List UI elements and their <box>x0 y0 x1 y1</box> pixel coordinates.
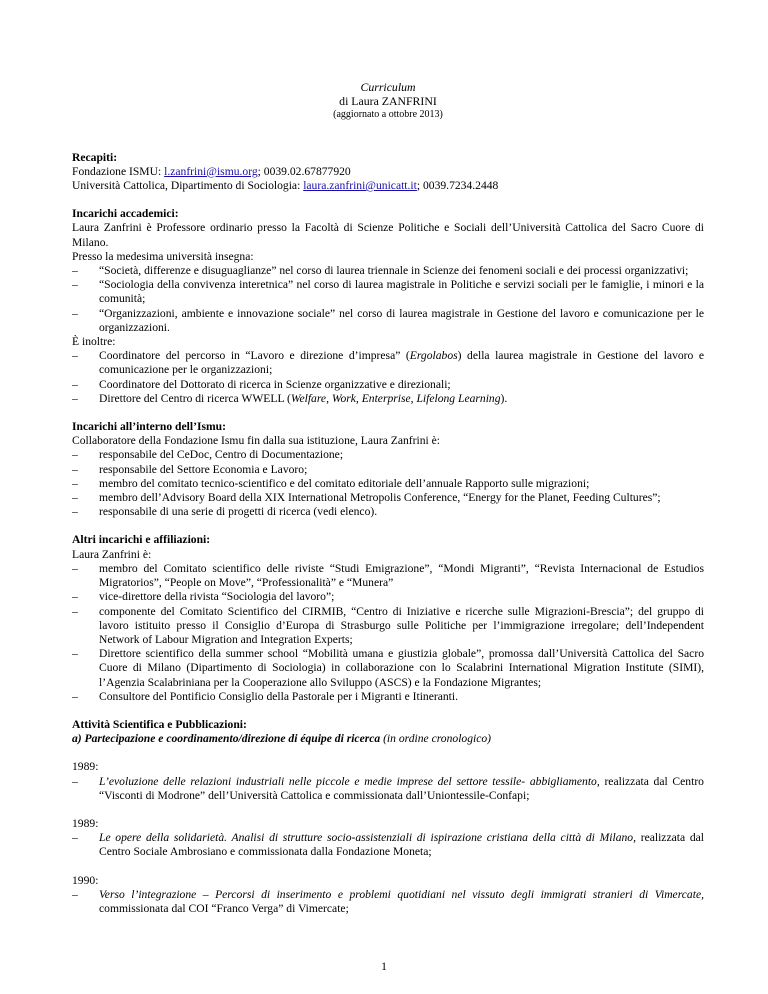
paragraph: Laura Zanfrini è Professore ordinario presso la Facoltà di Scienze Politiche e Sociali dell’Università Cattolica del Sacro Cuore di Milano. <box>72 221 704 249</box>
contact-label: Università Cattolica, Dipartimento di Sociologia: <box>72 179 304 193</box>
list-item: – responsabile del CeDoc, Centro di Documentazione; <box>72 448 344 462</box>
list-item: – responsabile del Settore Economia e Lavoro; <box>72 462 308 476</box>
contact-phone: ; 0039.02.67877920 <box>257 164 351 178</box>
section-heading: Attività Scientifica e Pubblicazioni: <box>72 717 247 731</box>
list-item: – componente del Comitato Scientifico del CIRMIB, “Centro di Iniziative e ricerche sulle Migrazioni-Brescia”; del gruppo di lavoro istituito presso il Consiglio d’Europa di Strasburgo sulle Politiche per l’immigrazione irregolare; dell’Independent Network of Labour Migration and Integration Experts; <box>72 604 704 646</box>
email-link-ismu[interactable]: l.zanfrini@ismu.org <box>164 164 258 178</box>
contact-phone: ; 0039.7234.2448 <box>416 179 499 193</box>
affiliation-list <box>72 562 704 704</box>
section-heading: Altri incarichi e affiliazioni: <box>72 533 211 547</box>
section-recapiti <box>72 151 704 194</box>
course-list <box>72 264 704 335</box>
paragraph: Presso la medesima università insegna: <box>72 249 254 263</box>
list-item: – “Società, differenze e disuguaglianze” nel corso di laurea triennale in Scienze dei fenomeni sociali e dei processi organizzativi; <box>72 264 689 278</box>
author-line: di Laura ZANFRINI <box>339 94 437 109</box>
document-page <box>72 80 704 916</box>
ismu-role-list <box>72 448 704 519</box>
updated-note: (aggiornato a ottobre 2013) <box>333 109 443 121</box>
research-entry <box>72 874 704 917</box>
list-item: – L’evoluzione delle relazioni industriali nelle piccole e medie imprese del settore tessile- abbigliamento, realizzata dal Centro “Visconti di Modrone” dell’Università Cattolica e commissionata dall’Uniontessile-Confapi; <box>72 774 704 802</box>
research-entry <box>72 817 704 860</box>
list-item: – Coordinatore del Dottorato di ricerca in Scienze organizzative e direzionali; <box>72 377 451 391</box>
list-item: – Coordinatore del percorso in “Lavoro e direzione d’impresa” (Ergolabos) della laurea magistrale in Gestione del lavoro e comunicazione per le organizzazioni; <box>72 349 704 377</box>
email-link-unicatt[interactable]: laura.zanfrini@unicatt.it <box>303 179 417 193</box>
list-item: – responsabile di una serie di progetti di ricerca (vedi elenco). <box>72 505 378 519</box>
list-item: – Verso l’integrazione – Percorsi di inserimento e problemi quotidiani nel vissuto degli immigrati stranieri di Vimercate, commissionata dal COI “Franco Verga” di Vimercate; <box>72 887 704 915</box>
section-altri-incarichi <box>72 533 704 703</box>
list-item: – Consultore del Pontificio Consiglio della Pastorale per i Migranti e Itineranti. <box>72 689 459 703</box>
document-title: Curriculum <box>360 80 416 94</box>
entry-year: 1990: <box>72 873 99 887</box>
contact-line-ismu <box>72 165 704 179</box>
page-number: 1 <box>381 960 387 973</box>
list-item: – Le opere della solidarietà. Analisi di strutture socio-assistenziali di ispirazione cristiana della città di Milano, realizzata dal Centro Sociale Ambrosiano e commissionata dalla Fondazione Moneta; <box>72 831 704 859</box>
paragraph: È inoltre: <box>72 335 116 349</box>
list-item: – membro dell’Advisory Board della XIX International Metropolis Conference, “Energy for the Planet, Feeding Cultures”; <box>72 491 661 505</box>
entry-year: 1989: <box>72 816 99 830</box>
section-heading: Incarichi all’interno dell’Ismu: <box>72 420 226 434</box>
list-item: – “Organizzazioni, ambiente e innovazione sociale” nel corso di laurea magistrale in Gestione del lavoro e comunicazione per le organizzazioni. <box>72 306 704 334</box>
subsection-heading: a) Partecipazione e coordinamento/direzione di équipe di ricerca (in ordine cronologico) <box>72 732 492 746</box>
list-item: – “Sociologia della convivenza interetnica” nel corso di laurea magistrale in Politiche e servizi sociali per le famiglie, i minori e la comunità; <box>72 278 704 306</box>
section-attivita-scientifica <box>72 718 704 916</box>
entry-year: 1989: <box>72 760 99 774</box>
role-list <box>72 349 704 406</box>
paragraph: Laura Zanfrini è: <box>72 547 152 561</box>
contact-line-unicatt <box>72 179 704 193</box>
paragraph: Collaboratore della Fondazione Ismu fin dalla sua istituzione, Laura Zanfrini è: <box>72 434 440 448</box>
section-incarichi-ismu <box>72 420 704 519</box>
list-item: – membro del Comitato scientifico delle riviste “Studi Emigrazione”, “Mondi Migranti”, “Revista Internacional de Estudios Migratorios”, “People on Move”, “Professionalità” e “Munera” <box>72 561 704 590</box>
contact-label: Fondazione ISMU: <box>72 164 165 178</box>
list-item: – membro del comitato tecnico-scientifico e del comitato editoriale dell’annuale Rapporto sulle migrazioni; <box>72 476 590 490</box>
research-entry <box>72 760 704 803</box>
section-incarichi-accademici <box>72 207 704 406</box>
section-heading: Incarichi accademici: <box>72 207 179 221</box>
section-heading: Recapiti: <box>72 150 118 164</box>
list-item: – Direttore del Centro di ricerca WWELL (Welfare, Work, Enterprise, Lifelong Learning). <box>72 391 508 405</box>
list-item: – Direttore scientifico della summer school “Mobilità umana e giustizia globale”, promossa dall’Università Cattolica del Sacro Cuore di Milano (Dipartimento di Sociologia) in collaborazione con lo Scalabrini International Migration Institute (SIMI), l’Agenzia Scalabriniana per la Cooperazione allo Sviluppo (ASCS) e la Fondazione Migrantes; <box>72 647 704 689</box>
list-item: – vice-direttore della rivista “Sociologia del lavoro”; <box>72 590 335 604</box>
